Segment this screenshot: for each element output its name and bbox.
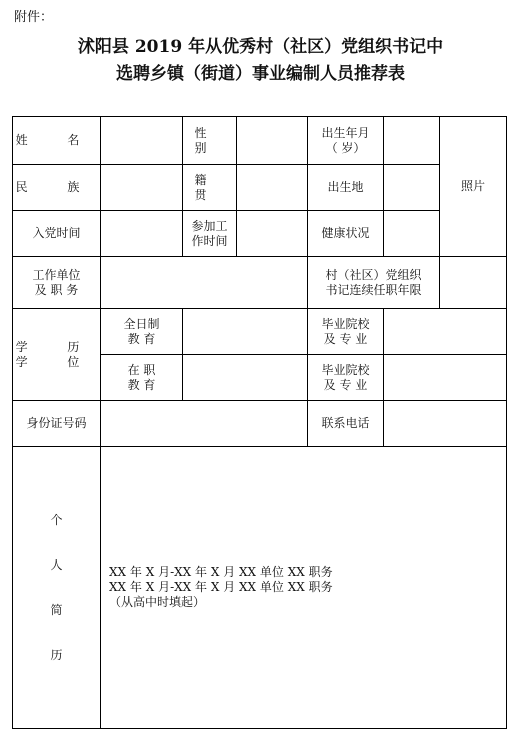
school2-value[interactable]	[384, 355, 507, 401]
education-label	[13, 309, 101, 401]
resume-label-char-4: 历	[50, 647, 63, 662]
fulltime-value[interactable]	[183, 309, 308, 355]
parttime-value[interactable]	[183, 355, 308, 401]
gender-label: 性 别	[183, 117, 237, 165]
school2-label	[308, 355, 384, 401]
health-value[interactable]	[384, 211, 440, 257]
work-start-line2: 作时间	[191, 233, 228, 248]
recommendation-form-table	[12, 116, 507, 729]
fulltime-line2: 教 育	[127, 331, 156, 346]
birth-label	[308, 117, 384, 165]
phone-label: 联系电话	[308, 401, 384, 447]
origin-label: 籍 贯	[183, 165, 237, 211]
party-join-label: 入党时间	[13, 211, 101, 257]
birth-value[interactable]	[384, 117, 440, 165]
form-title-line2: 选聘乡镇（街道）事业编制人员推荐表	[116, 64, 405, 84]
school2-line2: 及 专 业	[323, 377, 368, 392]
school1-line1: 毕业院校	[321, 316, 370, 331]
party-join-value[interactable]	[101, 211, 183, 257]
ethnicity-label: 民 族	[13, 165, 101, 211]
secretary-line2: 书记连续任职年限	[325, 282, 422, 297]
photo-cell[interactable]	[440, 117, 507, 257]
origin-value[interactable]	[237, 165, 308, 211]
photo-label: 照片	[460, 179, 485, 193]
birth-label-line2: （ 岁）	[325, 140, 366, 155]
work-unit-line2: 及 职 务	[34, 282, 79, 297]
ethnicity-value[interactable]	[101, 165, 183, 211]
work-unit-line1: 工作单位	[32, 267, 81, 282]
work-start-value[interactable]	[237, 211, 308, 257]
secretary-years-label	[308, 257, 440, 309]
phone-value[interactable]	[384, 401, 507, 447]
parttime-label	[101, 355, 183, 401]
work-start-label	[183, 211, 237, 257]
work-unit-value[interactable]	[101, 257, 308, 309]
id-number-value[interactable]	[101, 401, 308, 447]
secretary-years-value[interactable]	[440, 257, 507, 309]
resume-label-char-1: 个	[50, 512, 63, 527]
resume-content[interactable]	[101, 447, 507, 729]
work-unit-label	[13, 257, 101, 309]
school1-line2: 及 专 业	[323, 331, 368, 346]
name-value[interactable]	[101, 117, 183, 165]
resume-label-char-2: 人	[50, 557, 63, 572]
form-title-line1: 沭阳县 2019 年从优秀村（社区）党组织书记中	[77, 37, 444, 57]
education-line2: 学 位	[15, 354, 98, 369]
birthplace-label: 出生地	[308, 165, 384, 211]
resume-label	[13, 447, 101, 729]
id-number-label: 身份证号码	[13, 401, 101, 447]
school2-line1: 毕业院校	[321, 362, 370, 377]
parttime-line1: 在 职	[127, 362, 156, 377]
birth-label-line1: 出生年月	[321, 125, 370, 140]
parttime-line2: 教 育	[127, 377, 156, 392]
resume-line-3: （从高中时填起）	[109, 595, 206, 609]
work-start-line1: 参加工	[191, 218, 228, 233]
resume-label-char-3: 简	[50, 602, 63, 617]
attachment-label: 附件：	[14, 10, 54, 25]
school1-label	[308, 309, 384, 355]
education-line1: 学 历	[15, 339, 98, 354]
name-label: 姓 名	[13, 117, 101, 165]
health-label: 健康状况	[308, 211, 384, 257]
school1-value[interactable]	[384, 309, 507, 355]
gender-value[interactable]	[237, 117, 308, 165]
fulltime-label	[101, 309, 183, 355]
birthplace-value[interactable]	[384, 165, 440, 211]
fulltime-line1: 全日制	[123, 316, 160, 331]
secretary-line1: 村（社区）党组织	[325, 267, 422, 282]
resume-line-2: XX 年 X 月-XX 年 X 月 XX 单位 XX 职务	[109, 580, 333, 594]
resume-line-1: XX 年 X 月-XX 年 X 月 XX 单位 XX 职务	[109, 565, 333, 579]
